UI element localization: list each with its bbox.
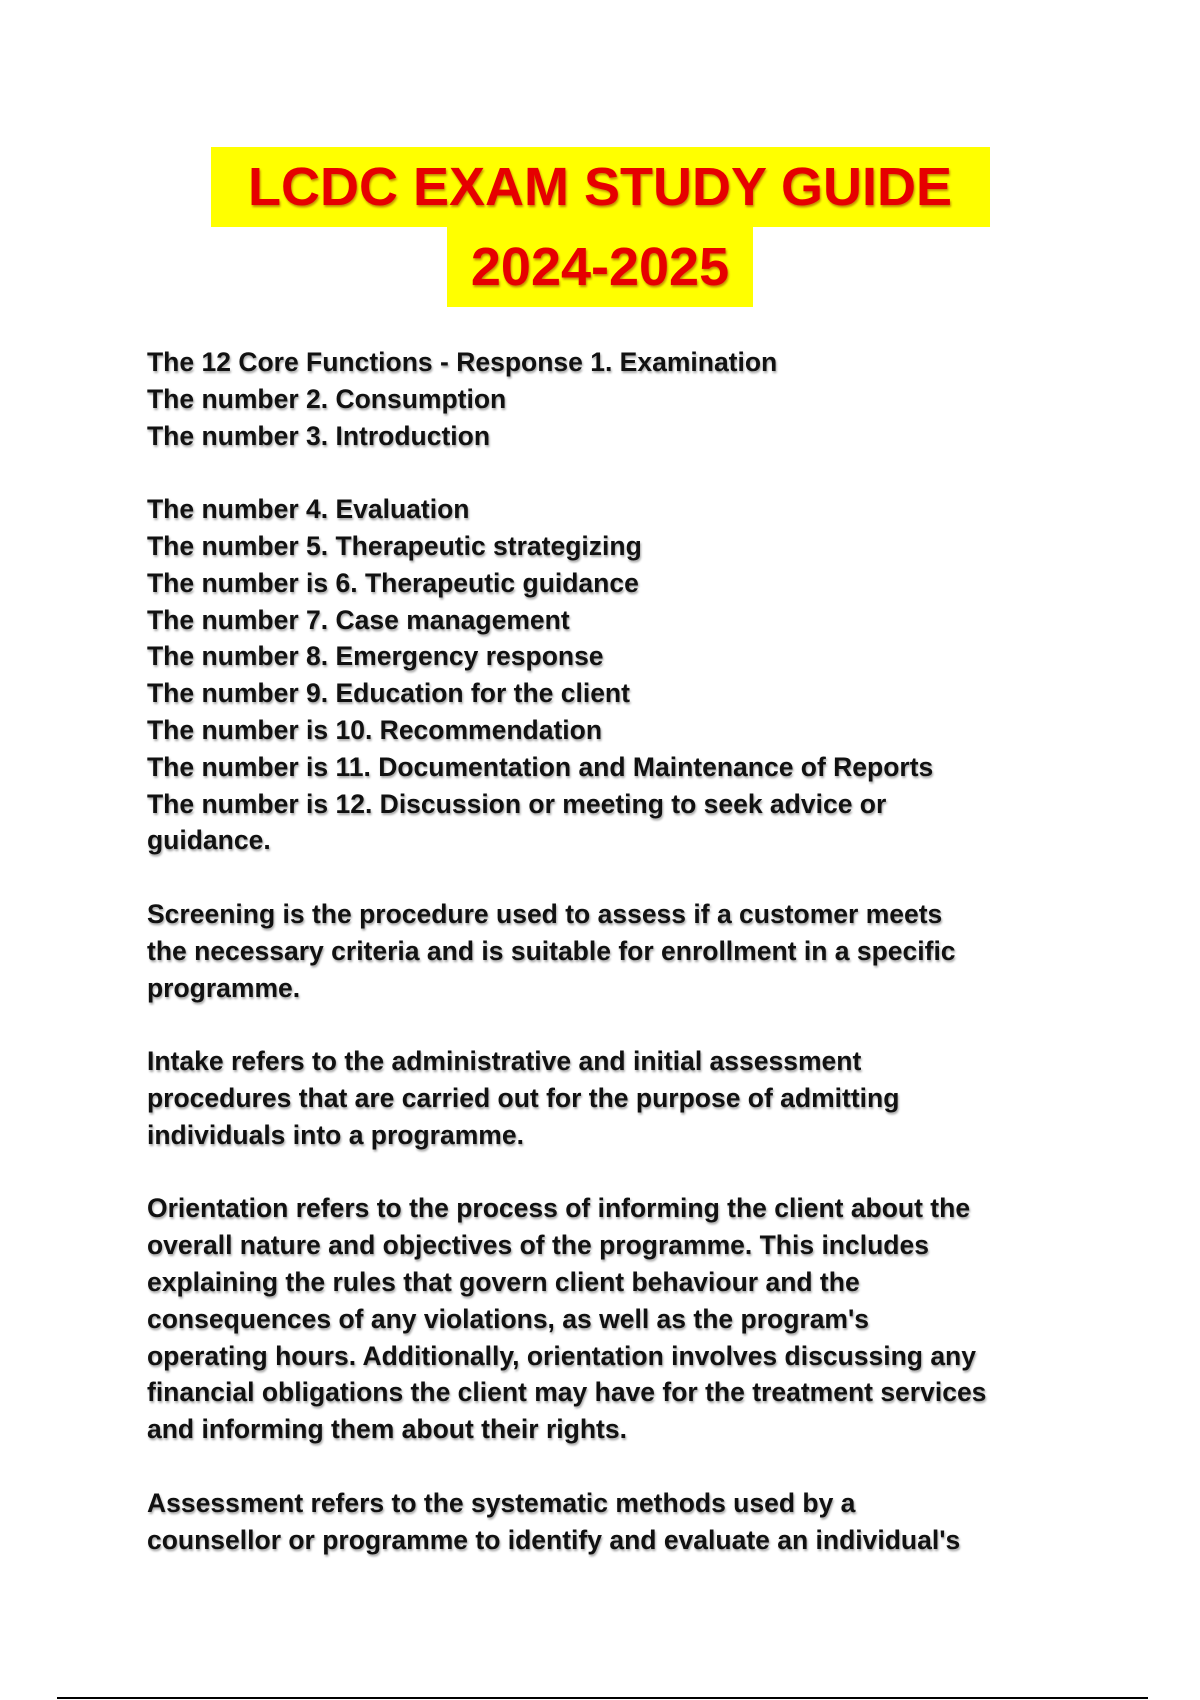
screening-paragraph bbox=[147, 896, 1097, 1006]
text-line: Assessment refers to the systematic methods used by a bbox=[147, 1487, 856, 1518]
text-line: overall nature and objectives of the programme. This includes bbox=[147, 1230, 929, 1261]
text-line: explaining the rules that govern client behaviour and the bbox=[147, 1266, 860, 1297]
text-line: The number is 12. Discussion or meeting to seek advice or bbox=[147, 788, 887, 819]
orientation-paragraph bbox=[147, 1190, 1097, 1448]
text-line: individuals into a programme. bbox=[147, 1119, 524, 1150]
text-line: and informing them about their rights. bbox=[147, 1414, 627, 1445]
text-line: The number is 10. Recommendation bbox=[147, 714, 603, 745]
text-line: programme. bbox=[147, 972, 301, 1003]
intake-paragraph bbox=[147, 1043, 1097, 1153]
text-line: Screening is the procedure used to assess if a customer meets bbox=[147, 898, 943, 929]
text-line: operating hours. Additionally, orientation involves discussing any bbox=[147, 1340, 976, 1371]
text-line: Orientation refers to the process of informing the client about the bbox=[147, 1193, 971, 1224]
text-line: the necessary criteria and is suitable for enrollment in a specific bbox=[147, 935, 956, 966]
text-line: The number is 6. Therapeutic guidance bbox=[147, 567, 639, 598]
text-line: The number 4. Evaluation bbox=[147, 494, 470, 525]
text-line: counsellor or programme to identify and evaluate an individual's bbox=[147, 1524, 961, 1555]
title-line-1: LCDC EXAM STUDY GUIDE bbox=[211, 147, 990, 227]
document-body bbox=[147, 344, 1097, 1558]
title-line-2: 2024-2025 bbox=[447, 227, 753, 307]
text-line: procedures that are carried out for the purpose of admitting bbox=[147, 1082, 900, 1113]
core-functions-list-part-1 bbox=[147, 344, 1097, 454]
assessment-paragraph bbox=[147, 1485, 1097, 1559]
text-line: The number 8. Emergency response bbox=[147, 641, 604, 672]
text-line: The 12 Core Functions - Response 1. Examination bbox=[147, 347, 778, 377]
text-line: The number 9. Education for the client bbox=[147, 678, 630, 709]
text-line: financial obligations the client may have for the treatment services bbox=[147, 1377, 987, 1408]
text-line: The number 3. Introduction bbox=[147, 420, 491, 451]
text-line: guidance. bbox=[147, 825, 271, 856]
text-line: Intake refers to the administrative and initial assessment bbox=[147, 1046, 862, 1077]
text-line: The number is 11. Documentation and Maintenance of Reports bbox=[147, 751, 934, 782]
text-line: consequences of any violations, as well as the program's bbox=[147, 1303, 870, 1334]
text-line: The number 2. Consumption bbox=[147, 383, 507, 414]
page-footer-rule bbox=[57, 1697, 1148, 1699]
core-functions-list-part-2 bbox=[147, 491, 1097, 859]
document-title bbox=[0, 147, 1200, 307]
text-line: The number 5. Therapeutic strategizing bbox=[147, 530, 642, 561]
text-line: The number 7. Case management bbox=[147, 604, 570, 635]
